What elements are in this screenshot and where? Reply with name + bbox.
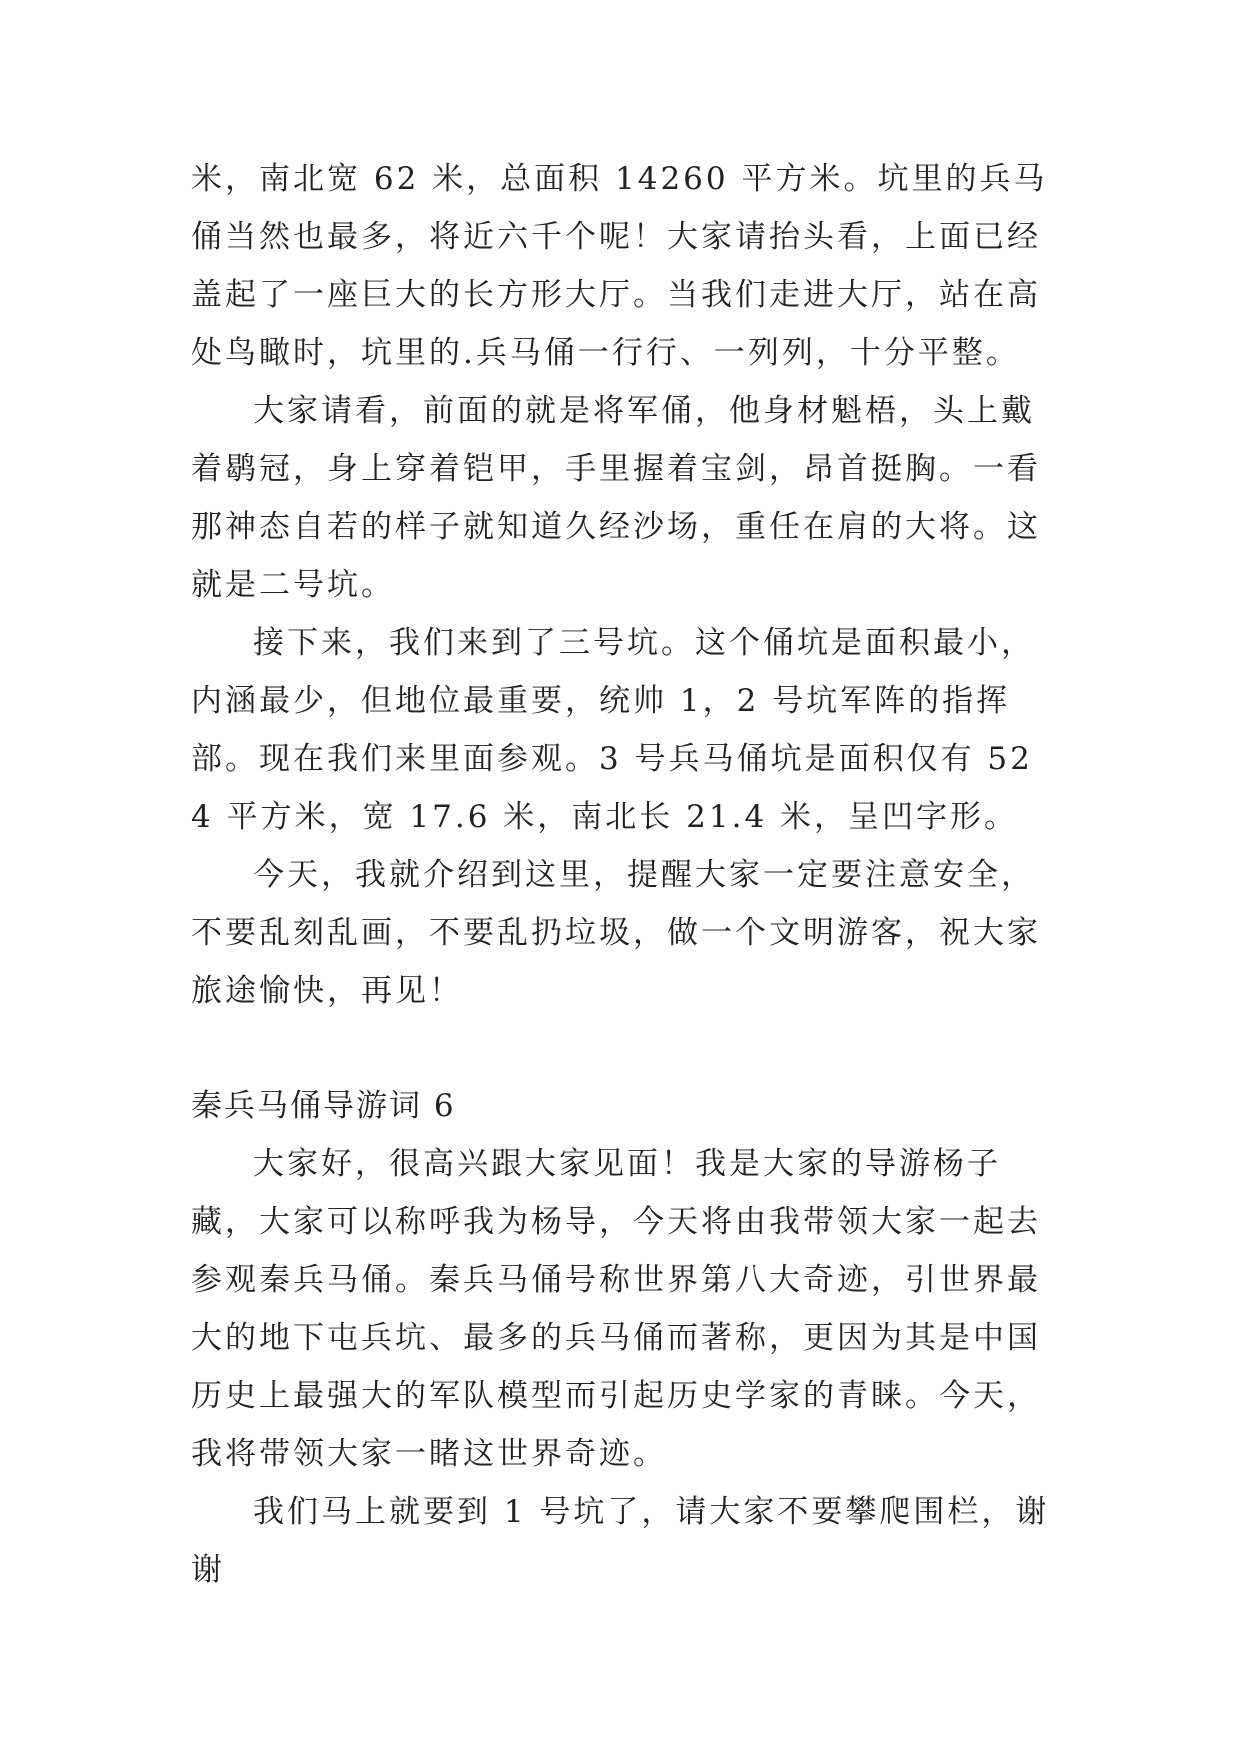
paragraph-2: 大家请看，前面的就是将军俑，他身材魁梧，头上戴着鹖冠，身上穿着铠甲，手里握着宝剑，昂首挺胸。一看那神态自若的样子就知道久经沙场，重任在肩的大将。这就是二号坑。 bbox=[191, 393, 1041, 603]
section-gap bbox=[191, 1020, 1053, 1077]
paragraph-4: 今天，我就介绍到这里，提醒大家一定要注意安全，不要乱刻乱画，不要乱扔垃圾，做一个文明游客，祝大家旅途愉快，再见！ bbox=[191, 857, 1041, 1009]
paragraph-6: 我们马上就要到 1 号坑了，请大家不要攀爬围栏，谢谢 bbox=[191, 1494, 1050, 1588]
document-body bbox=[191, 150, 1053, 1599]
paragraph-3: 接下来，我们来到了三号坑。这个俑坑是面积最小，内涵最少，但地位最重要，统帅 1，2 号坑军阵的指挥部。现在我们来里面参观。3 号兵马俑坑是面积仅有 524 平方米，宽 17.6 米，南北长 21.4 米，呈凹字形。 bbox=[191, 625, 1035, 835]
section-heading: 秦兵马俑导游词 6 bbox=[191, 1088, 456, 1124]
paragraph-5: 大家好，很高兴跟大家见面！我是大家的导游杨子藏，大家可以称呼我为杨导，今天将由我带领大家一起去参观秦兵马俑。秦兵马俑号称世界第八大奇迹，引世界最大的地下屯兵坑、最多的兵马俑而著称，更因为其是中国历史上最强大的军队模型而引起历史学家的青睐。今天，我将带领大家一睹这世界奇迹。 bbox=[191, 1146, 1041, 1472]
paragraph-1: 米，南北宽 62 米，总面积 14260 平方米。坑里的兵马俑当然也最多，将近六千个呢！大家请抬头看，上面已经盖起了一座巨大的长方形大厅。当我们走进大厅，站在高处鸟瞰时，坑里的.兵马俑一行行、一列列，十分平整。 bbox=[191, 161, 1048, 371]
